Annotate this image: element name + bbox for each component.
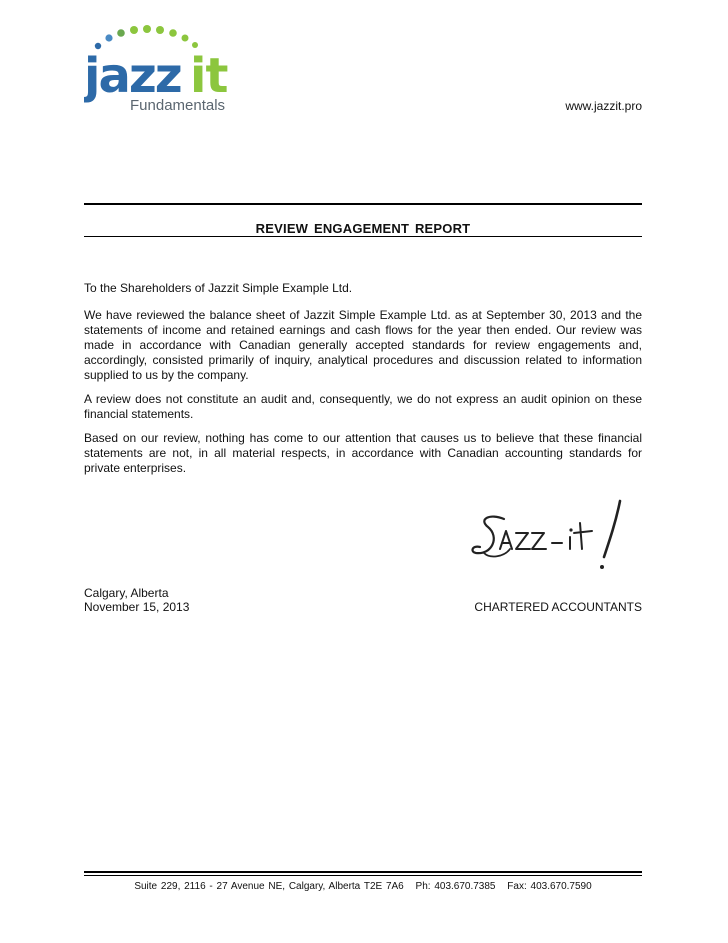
footer-address: Suite 229, 2116 - 27 Avenue NE, Calgary, Alberta T2E 7A6 (134, 881, 404, 892)
signature (470, 497, 640, 587)
footer-contact (84, 881, 642, 892)
report-paragraph: A review does not constitute an audit and, consequently, we do not express an audit opinion on these financial statements. (84, 392, 642, 421)
footer-fax: Fax: 403.670.7590 (507, 881, 592, 892)
logo-wordmark-jazz: jazz (84, 48, 181, 104)
website-url: www.jazzit.pro (565, 99, 642, 113)
report-title: REVIEW ENGAGEMENT REPORT (255, 221, 471, 236)
footer-rule-bottom (84, 875, 642, 876)
report-paragraph: Based on our review, nothing has come to our attention that causes us to believe that these financial statements are not, in all material respects, in accordance with Canadian accounting standards for private enterprises. (84, 431, 642, 475)
report-addressee: To the Shareholders of Jazzit Simple Example Ltd. (84, 281, 353, 295)
jazzit-logo (84, 22, 244, 114)
title-rule-bottom (84, 236, 642, 237)
footer-rule-top (84, 871, 642, 873)
firm-name: CHARTERED ACCOUNTANTS (474, 600, 642, 614)
signature-block (84, 586, 189, 614)
report-place: Calgary, Alberta (84, 586, 169, 600)
report-date: November 15, 2013 (84, 600, 190, 614)
report-body (84, 281, 642, 485)
jazzit-logo-graphic (84, 22, 244, 114)
footer-phone: Ph: 403.670.7385 (415, 881, 496, 892)
report-paragraph: We have reviewed the balance sheet of Jazzit Simple Example Ltd. as at September 30, 2013 and the statements of income and retained earnings and cash flows for the year then ended. Our review was made in accordance with Canadian generally accepted standards for review engagements and, accordingly, consisted primarily of inquiry, analytical procedures and discussion related to information supplied to us by the company. (84, 308, 642, 382)
logo-wordmark-it: it (190, 48, 228, 104)
logo-tagline: Fundamentals (130, 97, 226, 114)
title-rule-top (84, 203, 642, 205)
signature-graphic (470, 497, 640, 587)
